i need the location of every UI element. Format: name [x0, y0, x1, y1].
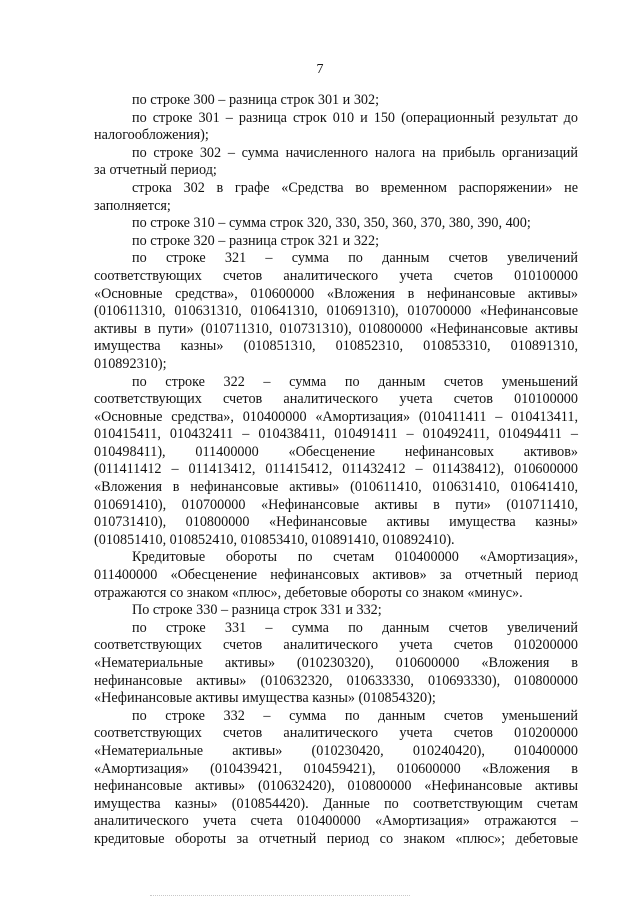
text-line: Кредитовые обороты по счетам 010400000 «Амортизация»,: [132, 549, 578, 566]
text-line: (010851410, 010852410, 010853410, 010891410, 010892410).: [94, 531, 455, 548]
text-line: по строке 321 – сумма по данным счетов увеличений: [132, 250, 578, 267]
text-line: «Амортизация» (010439421, 010459421), 010600000 «Вложения в: [94, 760, 578, 777]
text-line: по строке 322 – сумма по данным счетов уменьшений: [132, 373, 578, 390]
text-line: 010892310);: [94, 355, 167, 372]
page-number: 7: [316, 62, 324, 77]
text-line: 011400000 «Обесценение нефинансовых активов» за отчетный период: [94, 567, 578, 584]
text-line: (010611310, 010631310, 010641310, 010691310), 010700000 «Нефинансовые: [94, 303, 578, 320]
text-line: соответствующих счетов аналитического учета счетов 010100000: [94, 267, 578, 284]
text-line: 010691410), 010700000 «Нефинансовые активы в пути» (010711410,: [94, 496, 578, 513]
document-body: [94, 92, 578, 849]
text-line: «Основные средства», 010600000 «Вложения в нефинансовые активы»: [94, 285, 578, 302]
text-line: по строке 320 – разница строк 321 и 322;: [132, 232, 380, 249]
text-line: по строке 300 – разница строк 301 и 302;: [132, 92, 380, 108]
text-line: активы в пути» (010711310, 010731310), 010800000 «Нефинансовые активы: [94, 320, 578, 337]
text-line: «Нематериальные активы» (010230320), 010600000 «Вложения в: [94, 655, 578, 671]
text-line: налогообложения);: [94, 127, 209, 144]
text-line: соответствующих счетов аналитического учета счетов 010200000: [94, 637, 578, 654]
text-line: «Нематериальные активы» (010230420, 010240420), 010400000: [94, 742, 578, 759]
text-line: 010498411), 011400000 «Обесценение нефинансовых активов»: [94, 443, 578, 460]
scan-artifact-dots: [150, 894, 410, 896]
text-line: по строке 310 – сумма строк 320, 330, 350, 360, 370, 380, 390, 400;: [132, 215, 531, 232]
text-line: по строке 331 – сумма по данным счетов увеличений: [132, 619, 578, 636]
text-line: кредитовые обороты за отчетный период со знаком «плюс»; дебетовые: [94, 830, 578, 847]
text-line: «Нефинансовые активы имущества казны» (010854320);: [94, 690, 436, 707]
text-line: аналитического учета счета 010400000 «Амортизация» отражаются –: [94, 813, 578, 830]
text-line: 010415411, 010432411 – 010438411, 010491411 – 010492411, 010494411 –: [94, 426, 578, 443]
text-line: «Основные средства», 010400000 «Амортизация» (010411411 – 010413411,: [94, 408, 578, 425]
text-line: соответствующих счетов аналитического учета счетов 010200000: [94, 725, 578, 742]
text-line: По строке 330 – разница строк 331 и 332;: [132, 602, 382, 619]
text-line: за отчетный период;: [94, 162, 217, 179]
text-line: соответствующих счетов аналитического учета счетов 010100000: [94, 391, 578, 408]
text-line: по строке 332 – сумма по данным счетов уменьшений: [132, 707, 578, 724]
text-line: отражаются со знаком «плюс», дебетовые обороты со знаком «минус».: [94, 584, 523, 601]
text-line: строка 302 в графе «Средства во временном распоряжении» не: [132, 179, 578, 196]
text-line: по строке 302 – сумма начисленного налога на прибыль организаций: [132, 144, 578, 161]
text-line: имущества казны» (010854420). Данные по соответствующим счетам: [94, 795, 578, 812]
text-line: «Вложения в нефинансовые активы» (010611410, 010631410, 010641410,: [94, 479, 578, 496]
text-line: (011411412 – 011413412, 011415412, 011432412 – 011438412), 010600000: [94, 461, 578, 478]
text-line: 010731410), 010800000 «Нефинансовые активы имущества казны»: [94, 514, 578, 531]
text-line: нефинансовые активы» (010632420), 010800000 «Нефинансовые активы: [94, 778, 578, 795]
text-line: заполняется;: [94, 197, 171, 214]
text-line: по строке 301 – разница строк 010 и 150 (операционный результат до: [132, 109, 578, 126]
text-line: нефинансовые активы» (010632320, 010633330, 010693330), 010800000: [94, 672, 578, 689]
text-line: имущества казны» (010851310, 010852310, 010853310, 010891310,: [94, 338, 578, 355]
